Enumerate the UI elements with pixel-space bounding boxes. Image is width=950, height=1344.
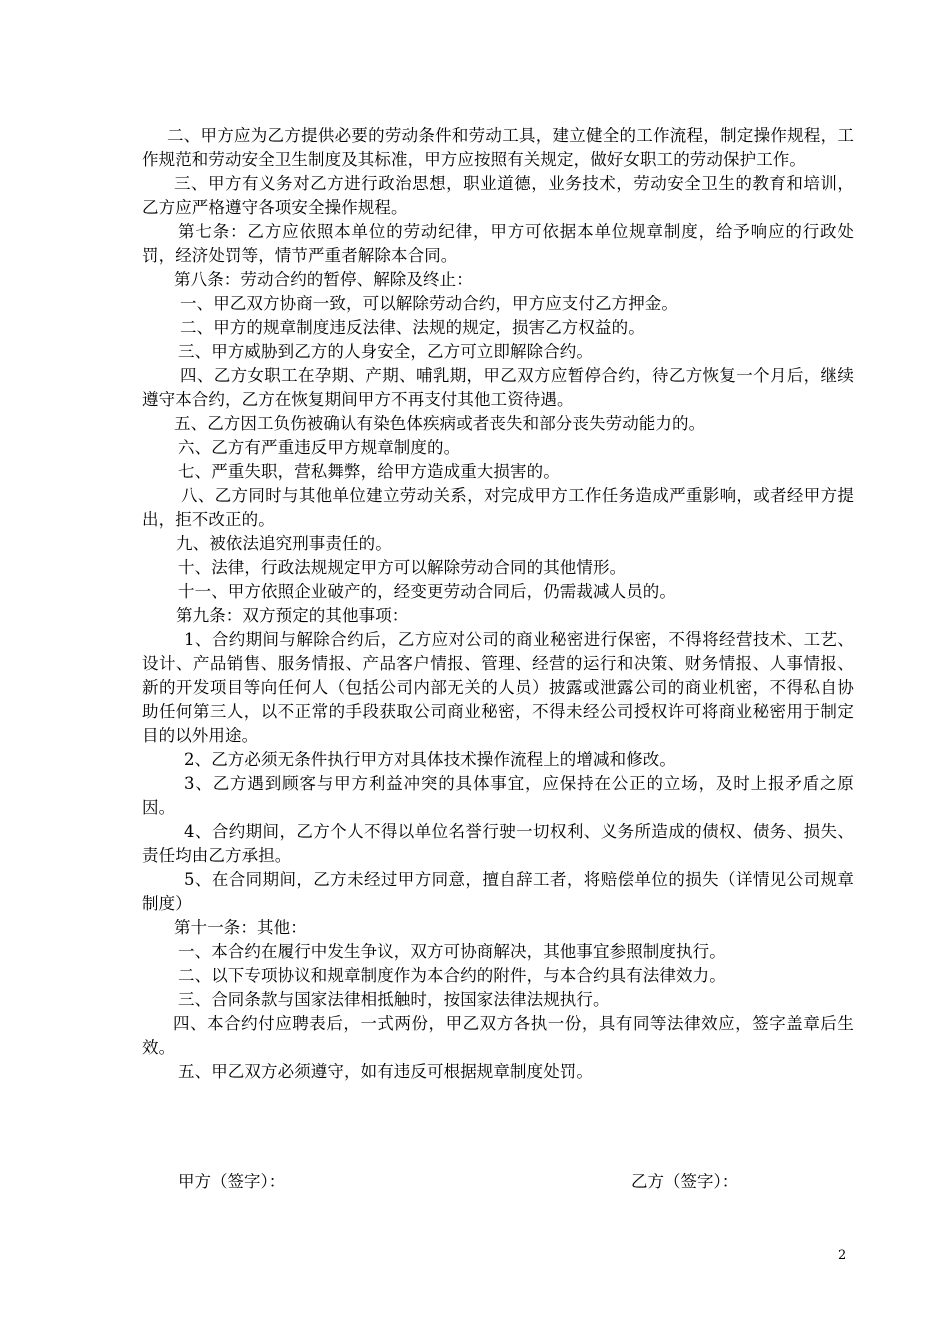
- clause-paragraph: 二、甲方的规章制度违反法律、法规的规定，损害乙方权益的。: [180, 318, 645, 337]
- clause-paragraph: 二、甲方应为乙方提供必要的劳动条件和劳动工具，建立健全的工作流程，制定操作规程，工作规范和劳动安全卫生制度及其标准，甲方应按照有关规定，做好女职工的劳动保护工作。: [142, 126, 854, 169]
- clause-paragraph: 二、以下专项协议和规章制度作为本合约的附件，与本合约具有法律效力。: [178, 966, 726, 985]
- clause-paragraph: 六、乙方有严重违反甲方规章制度的。: [178, 438, 461, 457]
- clause-paragraph: 三、甲方有义务对乙方进行政治思想，职业道德，业务技术，劳动安全卫生的教育和培训，乙方应严格遵守各项安全操作规程。: [142, 174, 854, 217]
- clause-paragraph: 三、甲方威胁到乙方的人身安全，乙方可立即解除合约。: [178, 342, 593, 361]
- clause-paragraph: 三、合同条款与国家法律相抵触时，按国家法律法规执行。: [178, 990, 610, 1009]
- clause-paragraph: 4、合约期间，乙方个人不得以单位名誉行驶一切权利、义务所造成的债权、债务、损失、责任均由乙方承担。: [142, 822, 854, 865]
- clause-paragraph: 九、被依法追究刑事责任的。: [176, 534, 392, 553]
- clause-paragraph: 八、乙方同时与其他单位建立劳动关系，对完成甲方工作任务造成严重影响，或者经甲方提出，拒不改正的。: [142, 486, 854, 529]
- signature-block: [178, 1170, 778, 1196]
- clause-paragraph: 第八条：劳动合约的暂停、解除及终止：: [174, 270, 473, 289]
- clause-paragraph: 四、本合约付应聘表后，一式两份，甲乙双方各执一份，具有同等法律效应，签字盖章后生效。: [142, 1014, 854, 1057]
- page-number: 2: [838, 1248, 847, 1263]
- clause-paragraph: 第九条：双方预定的其他事项：: [176, 606, 409, 625]
- clause-paragraph: 一、本合约在履行中发生争议，双方可协商解决，其他事宜参照制度执行。: [178, 942, 726, 961]
- clause-paragraph: 七、严重失职，营私舞弊，给甲方造成重大损害的。: [178, 462, 560, 481]
- clause-paragraph: 四、乙方女职工在孕期、产期、哺乳期，甲乙双方应暂停合约，待乙方恢复一个月后，继续遵守本合约，乙方在恢复期间甲方不再支付其他工资待遇。: [142, 366, 854, 409]
- clause-paragraph: 第七条：乙方应依照本单位的劳动纪律，甲方可依据本单位规章制度，给予响应的行政处罚，经济处罚等，情节严重者解除本合同。: [142, 222, 854, 265]
- party-b-signature-label: 乙方（签字）：: [631, 1172, 739, 1191]
- clause-paragraph: 5、在合同期间，乙方未经过甲方同意，擅自辞工者，将赔偿单位的损失（详情见公司规章制度）: [142, 870, 854, 913]
- clause-paragraph: 3、乙方遇到顾客与甲方利益冲突的具体事宜，应保持在公正的立场，及时上报矛盾之原因。: [142, 774, 854, 817]
- clause-paragraph: 1、合约期间与解除合约后，乙方应对公司的商业秘密进行保密，不得将经营技术、工艺、设计、产品销售、服务情报、产品客户情报、管理、经营的运行和决策、财务情报、人事情报、新的开发项目等向任何人（包括公司内部无关的人员）披露或泄露公司的商业机密，不得私自协助任何第三人，以不正常的手段获取公司商业秘密，不得未经公司授权许可将商业秘密用于制定目的以外用途。: [142, 630, 854, 745]
- contract-body: [142, 124, 854, 1084]
- clause-paragraph: 一、甲乙双方协商一致，可以解除劳动合约，甲方应支付乙方押金。: [180, 294, 678, 313]
- clause-paragraph: 十、法律，行政法规规定甲方可以解除劳动合同的其他情形。: [178, 558, 627, 577]
- clause-paragraph: 五、甲乙双方必须遵守，如有违反可根据规章制度处罚。: [178, 1062, 593, 1081]
- clause-paragraph: 十一、甲方依照企业破产的，经变更劳动合同后，仍需裁减人员的。: [178, 582, 676, 601]
- clause-paragraph: 2、乙方必须无条件执行甲方对具体技术操作流程上的增减和修改。: [184, 750, 676, 769]
- clause-paragraph: 五、乙方因工负伤被确认有染色体疾病或者丧失和部分丧失劳动能力的。: [174, 414, 706, 433]
- clause-paragraph: 第十一条：其他：: [174, 918, 307, 937]
- party-a-signature-label: 甲方（签字）：: [178, 1172, 286, 1191]
